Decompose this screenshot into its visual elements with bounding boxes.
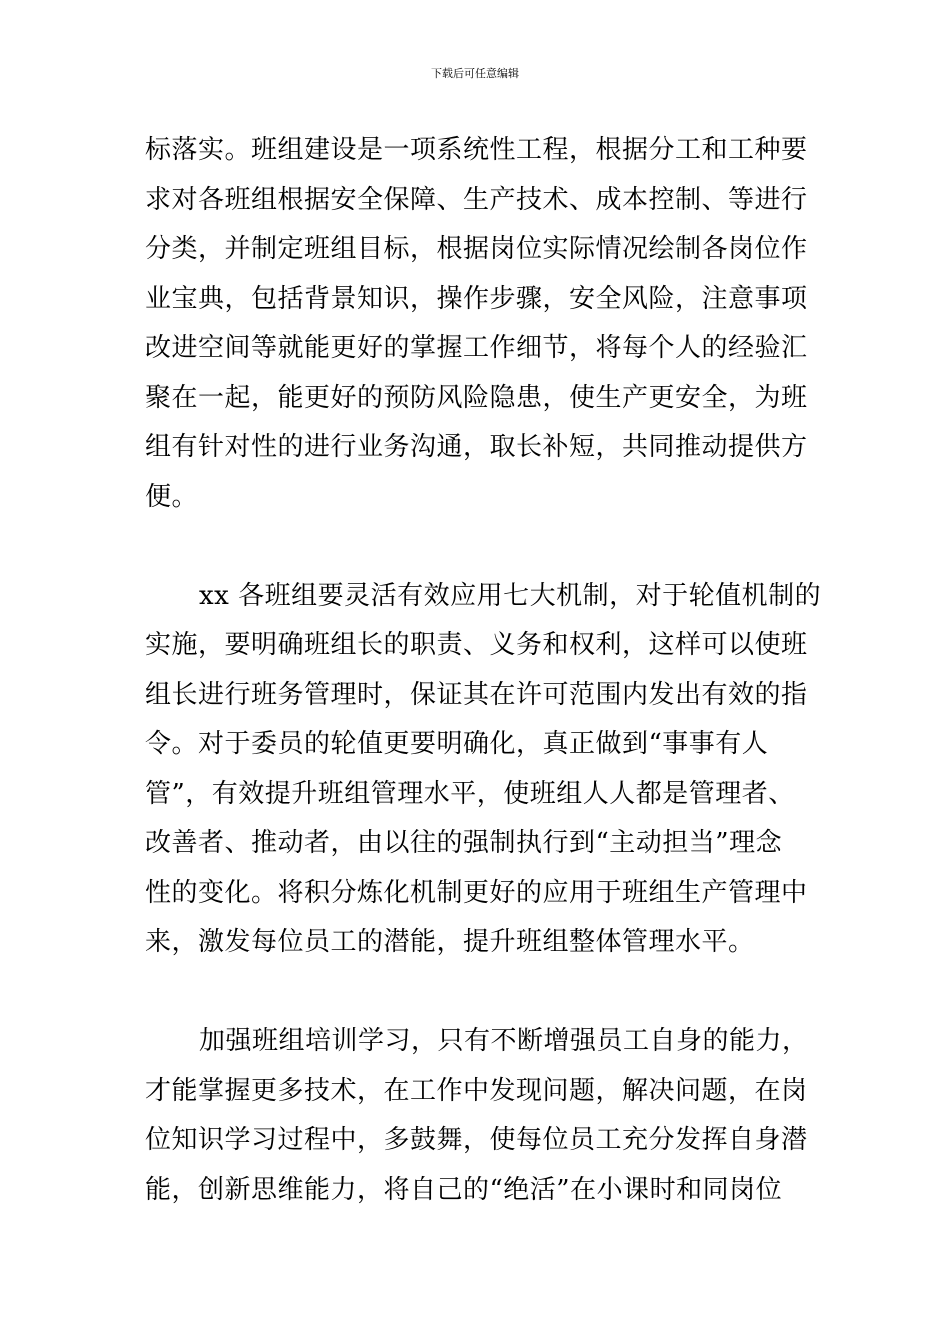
text-line: xx 各班组要灵活有效应用七大机制，对于轮值机制的 bbox=[199, 580, 822, 611]
text-line: 业宝典，包括背景知识，操作步骤，安全风险，注意事项 bbox=[145, 283, 808, 314]
text-line: 组长进行班务管理时，保证其在许可范围内发出有效的指 bbox=[145, 679, 808, 710]
paragraph-gap bbox=[145, 968, 815, 1018]
text-line: 才能掌握更多技术，在工作中发现问题，解决问题，在岗 bbox=[145, 1075, 808, 1106]
text-line: 聚在一起，能更好的预防风险隐患，使生产更安全，为班 bbox=[145, 382, 808, 413]
text-line: 改善者、推动者，由以往的强制执行到“主动担当”理念 bbox=[145, 828, 783, 858]
paragraph-gap bbox=[145, 522, 815, 572]
text-line: 改进空间等就能更好的掌握工作细节，将每个人的经验汇 bbox=[145, 333, 808, 363]
text-line: 能，创新思维能力，将自己的“绝活”在小课时和同岗位 bbox=[145, 1174, 783, 1205]
text-line: 组有针对性的进行业务沟通，取长补短，共同推动提供方 bbox=[145, 432, 808, 462]
document-body bbox=[145, 126, 822, 1215]
text-line: 来，激发每位员工的潜能，提升班组整体管理水平。 bbox=[145, 927, 755, 957]
text-line: 管”，有效提升班组管理水平，使班组人人都是管理者、 bbox=[145, 778, 795, 809]
text-line: 分类，并制定班组目标，根据岗位实际情况绘制各岗位作 bbox=[145, 234, 808, 264]
text-line: 性的变化。将积分炼化机制更好的应用于班组生产管理中 bbox=[145, 877, 808, 908]
text-line: 标落实。班组建设是一项系统性工程，根据分工和工种要 bbox=[145, 135, 808, 165]
text-line: 便。 bbox=[145, 481, 199, 512]
text-line: 令。对于委员的轮值更要明确化，真正做到“事事有人 bbox=[145, 729, 769, 759]
page-header: 下载后可任意编辑 bbox=[431, 67, 519, 80]
text-line: 位知识学习过程中，多鼓舞，使每位员工充分发挥自身潜 bbox=[145, 1125, 808, 1155]
text-line: 求对各班组根据安全保障、生产技术、成本控制、等进行 bbox=[145, 184, 808, 215]
text-line: 实施，要明确班组长的职责、义务和权利，这样可以使班 bbox=[145, 630, 808, 660]
text-line: 加强班组培训学习，只有不断增强员工自身的能力， bbox=[199, 1026, 809, 1056]
